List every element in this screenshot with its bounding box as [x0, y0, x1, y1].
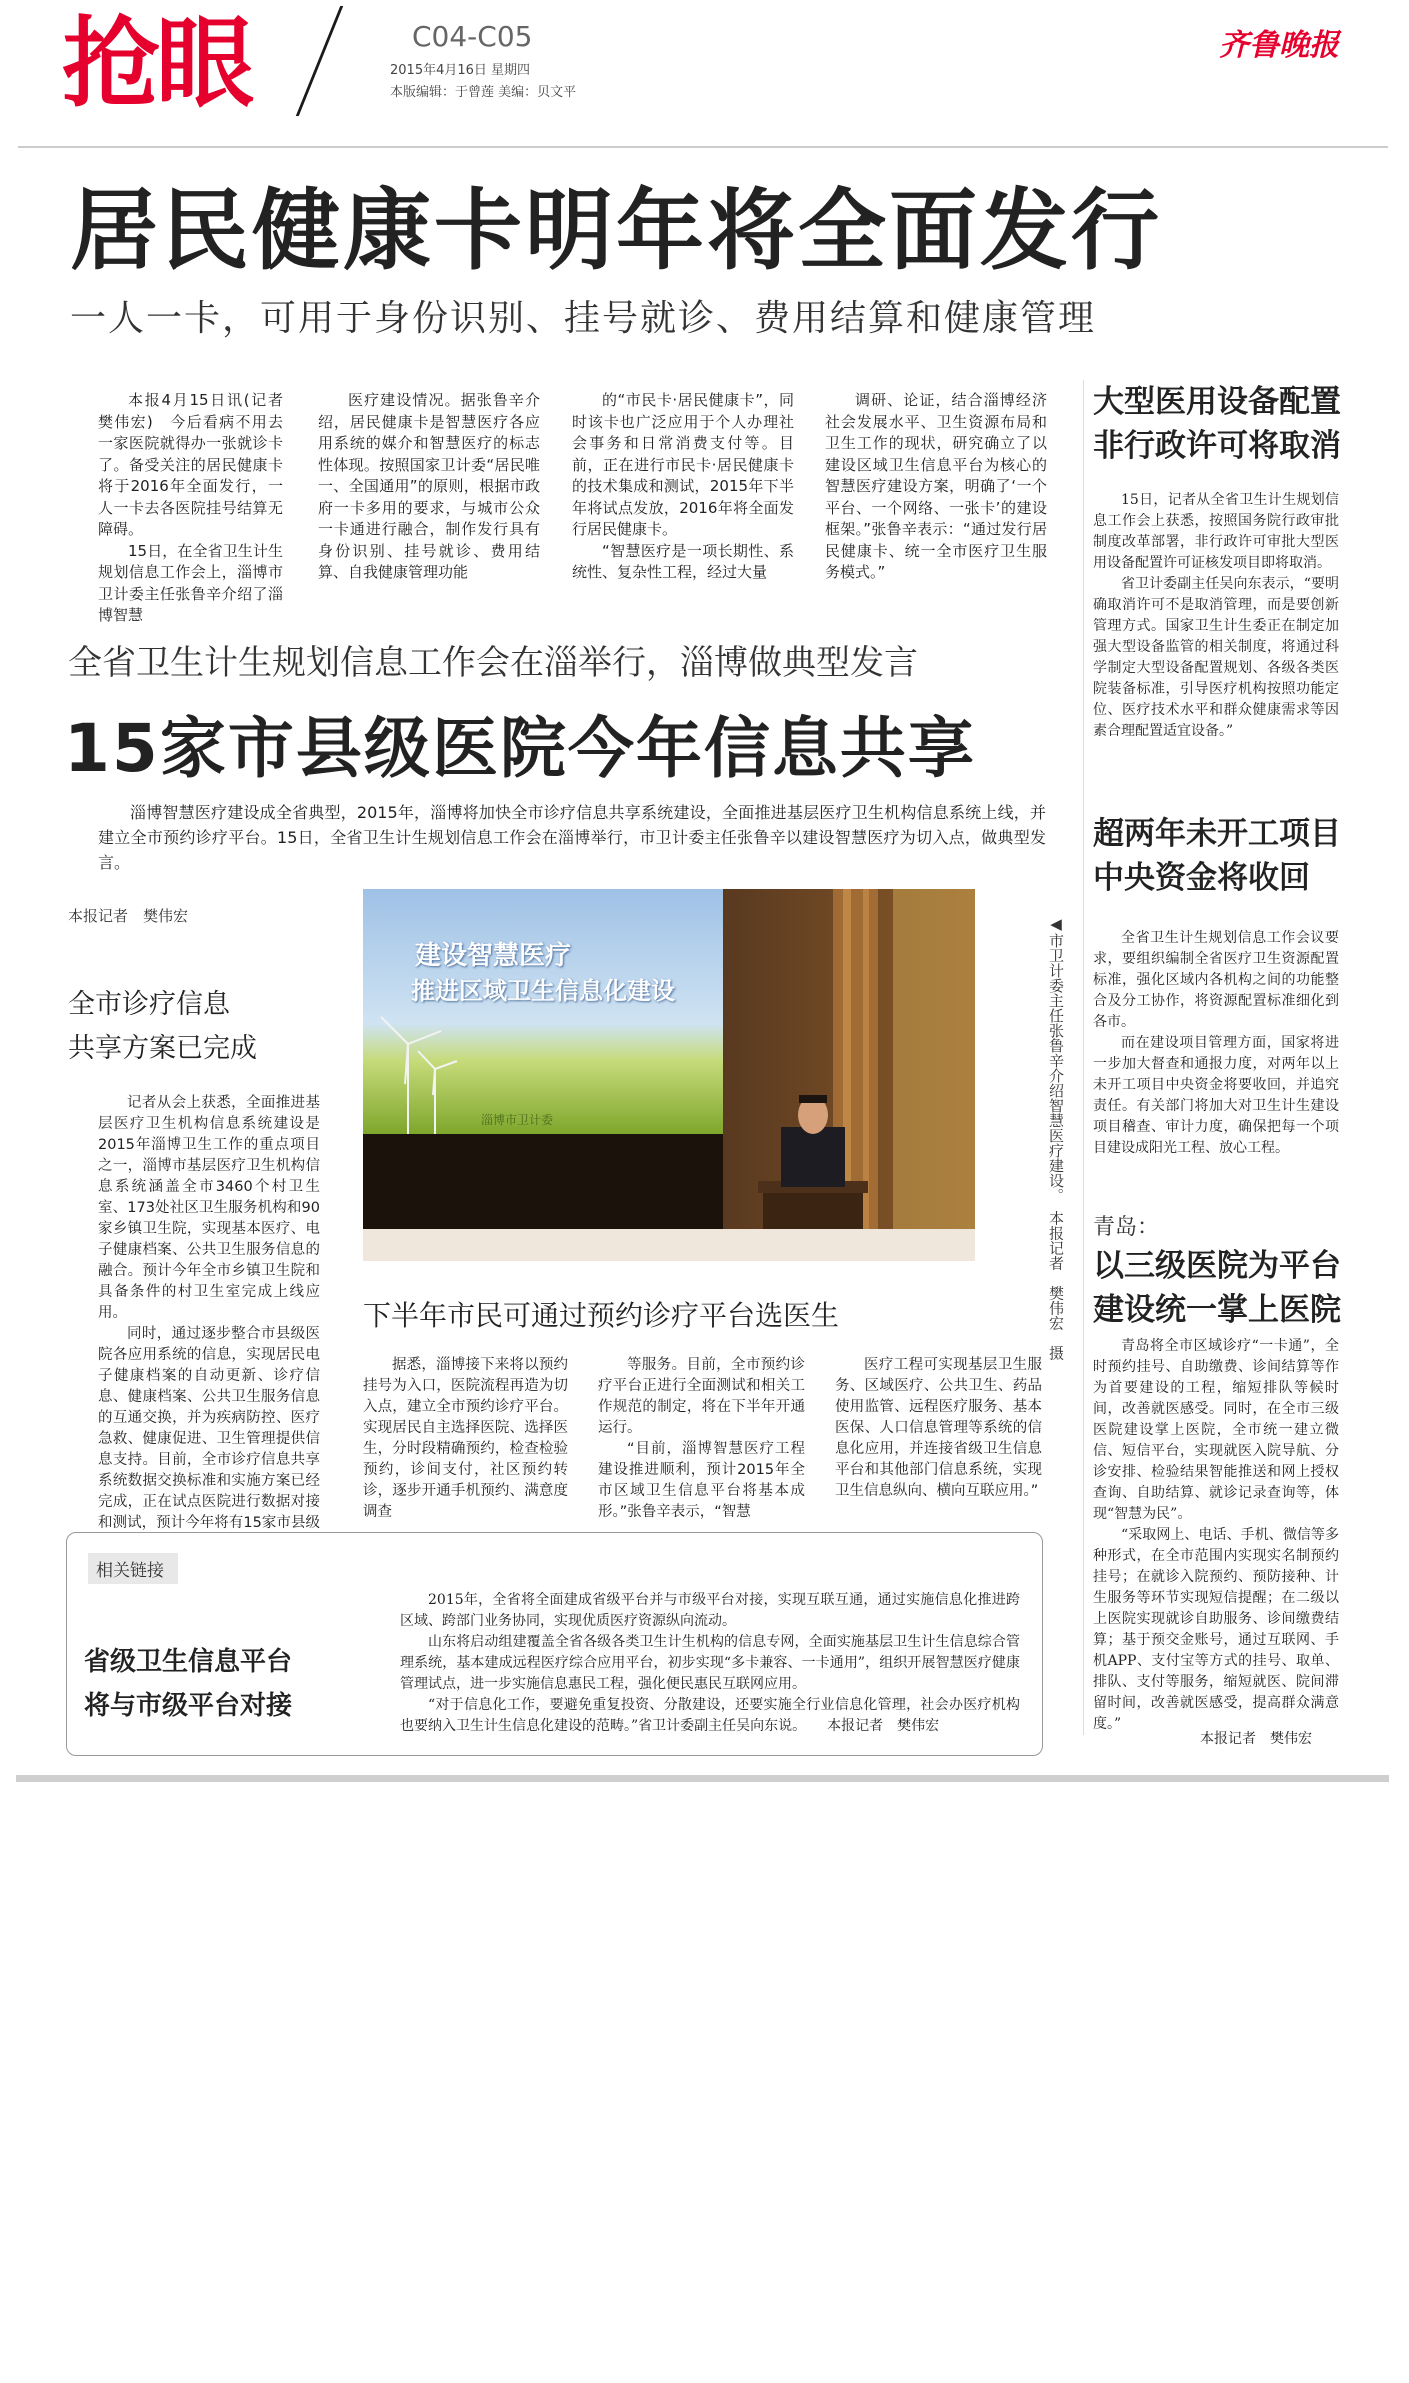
paragraph: “采取网上、电话、手机、微信等多种形式，在全市范围内实现实名制预约挂号；在就诊入院预约、预防接种、计生服务等环节实现短信提醒；在二级以上医院实现就诊自助服务、诊间缴费结算；基于预交金账号，通过互联网、手机APP、支付宝等方式的挂号、取单、排队、支付等服务，缩短就医、院间滞留时间，改善就医感受，提高群众满意度。”	[1093, 1527, 1339, 1732]
sidebar-story2-text	[1093, 928, 1339, 1159]
editor-line: 本版编辑：于曾莲 美编：贝文平	[390, 85, 577, 100]
second-kicker: 全省卫生计生规划信息工作会在淄举行，淄博做典型发言	[68, 643, 918, 683]
second-lede	[98, 800, 1046, 875]
logo-slash-decoration	[296, 6, 343, 116]
top-divider	[18, 146, 1388, 148]
photo-screen-line2: 推进区域卫生信息化建设	[411, 976, 675, 1005]
paragraph: 15日，记者从全省卫生计生规划信息工作会上获悉，按照国务院行政审批制度改革部署，非行政许可审批大型医用设备配置许可证核发项目即将取消。	[1093, 492, 1339, 571]
paragraph: 据悉，淄博接下来将以预约挂号为入口，医院流程再造为切入点，建立全市预约诊疗平台。实现居民自主选择医院、选择医生，分时段精确预约，检查检验预约，诊间支付，社区预约转诊，逐步开通手机预约、满意度调查	[363, 1357, 568, 1520]
left-column-text	[98, 1093, 320, 1555]
main-column-2	[318, 390, 540, 584]
main-column-4	[825, 390, 1047, 584]
lede-text	[98, 800, 1046, 875]
paragraph: 同时，通过逐步整合市县级医院各应用系统的信息，实现居民电子健康档案的自动更新、诊疗信息、健康档案、公共卫生服务信息的互通交换，并为疾病防控、医疗急救、健康促进、卫生管理提供信息支持。目前，全市诊疗信息共享系统数据交换标准和实施方案已经完成，正在试点医院进行数据对接和测试，预计今年将有15家市县级	[98, 1326, 320, 1531]
photo-screen-footer: 淄博市卫计委	[481, 1113, 554, 1127]
paragraph: 2015年，全省将全面建成省级平台并与市级平台对接，实现互联互通，通过实施信息化推进跨区域、跨部门业务协同，实现优质医疗资源纵向流动。	[400, 1592, 1020, 1629]
section-head-line: 共享方案已完成	[68, 1033, 257, 1064]
sidebar-story3-byline: 本报记者 樊伟宏	[1200, 1731, 1312, 1747]
main-column-text	[98, 390, 299, 627]
sidebar-text	[1093, 928, 1339, 1159]
sidebar-story3-kicker: 青岛：	[1093, 1215, 1160, 1240]
headline-line: 以三级医院为平台	[1093, 1248, 1341, 1284]
sidebar-divider	[1083, 380, 1084, 1735]
related-text	[400, 1590, 1020, 1737]
bottom-column-text	[835, 1355, 1042, 1502]
paragraph: 而在建设项目管理方面，国家将进一步加大督查和通报力度，对两年以上未开工项目中央资金将要收回，并追究责任。有关部门将加大对卫生计生建设项目稽查、审计力度，确保把每一个项目建设成阳光工程、放心工程。	[1093, 1035, 1339, 1156]
section-head-line: 全市诊疗信息	[68, 989, 230, 1020]
sidebar-story3-text	[1093, 1336, 1339, 1735]
sidebar-story1-text	[1093, 490, 1339, 742]
paragraph: “对于信息化工作，要避免重复投资、分散建设，还要实施全行业信息化管理，社会办医疗机构也要纳入卫生计生信息化建设的范畴。”省卫计委副主任吴向东说。 本报记者 樊伟宏	[400, 1697, 1020, 1734]
headline-line: 建设统一掌上医院	[1093, 1292, 1341, 1328]
paragraph: 的“市民卡·居民健康卡”，同时该卡也广泛应用于个人办理社会事务和日常消费支付等。目前，正在进行市民卡·居民健康卡的技术集成和测试，2015年下半年将试点发放，2016年将全面发行居民健康卡。	[572, 391, 794, 538]
paper-name-logo: 齐鲁晚报	[1219, 28, 1339, 63]
second-headline: 15家市县级医院今年信息共享	[64, 710, 976, 787]
related-title-line: 将与市级平台对接	[84, 1691, 293, 1721]
second-byline: 本报记者 樊伟宏	[68, 907, 189, 925]
main-column-3	[572, 390, 794, 584]
photo-subhead: 下半年市民可通过预约诊疗平台选医生	[363, 1299, 840, 1332]
headline-line: 大型医用设备配置	[1093, 384, 1341, 420]
related-title	[84, 1640, 292, 1728]
second-bottom-column-2	[598, 1355, 805, 1523]
paragraph: 15日，在全省卫生计生规划信息工作会上，淄博市卫计委主任张鲁辛介绍了淄博智慧	[98, 541, 283, 624]
main-column-text	[825, 390, 1047, 584]
paragraph: 记者从会上获悉，全面推进基层医疗卫生机构信息系统建设是2015年淄博卫生工作的重点项目之一，淄博市基层医疗卫生机构信息系统涵盖全市3460个村卫生室、173处社区卫生服务机构和90家乡镇卫生院，实现基本医疗、电子健康档案、公共卫生服务信息的融合。预计今年全市乡镇卫生院和具备条件的村卫生室完成上线应用。	[98, 1095, 320, 1321]
headline-line: 非行政许可将取消	[1093, 428, 1341, 464]
related-title-line: 省级卫生信息平台	[84, 1647, 293, 1677]
sidebar-story2-headline	[1093, 812, 1341, 900]
second-left-column	[98, 1093, 320, 1555]
paragraph: 医疗建设情况。据张鲁辛介绍，居民健康卡是智慧医疗各应用系统的媒介和智慧医疗的标志性体现。按照国家卫计委“居民唯一、全国通用”的原则，根据市政府一卡多用的要求，与城市公众一卡通进行融合，制作发行具有身份识别、挂号就诊、费用结算、自我健康管理功能	[318, 391, 540, 581]
main-column-text	[572, 390, 794, 584]
paragraph: “智慧医疗是一项长期性、系统性、复杂性工程，经过大量	[572, 541, 794, 581]
photo-screen-line1: 建设智慧医疗	[415, 941, 572, 971]
paragraph: 全省卫生计生规划信息工作会议要求，要组织编制全省医疗卫生资源配置标准，强化区域内各机构之间的功能整合及分工协作，将资源配置标准细化到各市。	[1093, 930, 1339, 1030]
second-bottom-column-1	[363, 1355, 568, 1523]
main-subhead: 一人一卡，可用于身份识别、挂号就诊、费用结算和健康管理	[70, 298, 1097, 339]
sidebar-text	[1093, 490, 1339, 742]
photo-caption: ◀市卫计委主任张鲁辛介绍智慧医疗建设。 本报记者 樊伟宏 摄	[1047, 915, 1065, 1361]
related-label: 相关链接	[88, 1553, 178, 1584]
bottom-column-text	[598, 1355, 805, 1523]
headline-line: 中央资金将收回	[1093, 860, 1310, 896]
date-line: 2015年4月16日 星期四	[390, 63, 531, 78]
paragraph: 等服务。目前，全市预约诊疗平台正进行全面测试和相关工作规范的制定，将在下半年开通运行。	[598, 1357, 805, 1436]
headline-line: 超两年未开工项目	[1093, 816, 1341, 852]
paragraph: 淄博智慧医疗建设成全省典型，2015年，淄博将加快全市诊疗信息共享系统建设，全面推进基层医疗卫生机构信息系统上线，并建立全市预约诊疗平台。15日，全省卫生计生规划信息工作会在淄博举行，市卫计委主任张鲁辛以建设智慧医疗为切入点，做典型发言。	[98, 803, 1046, 872]
bottom-column-text	[363, 1355, 568, 1523]
paragraph: 调研、论证，结合淄博经济社会发展水平、卫生资源布局和卫生工作的现状，研究确立了以建设区域卫生信息平台为核心的智慧医疗建设方案，明确了‘一个平台、一个网络、一张卡’的建设框架。”张鲁辛表示：“通过发行居民健康卡、统一全市医疗卫生服务模式。”	[825, 391, 1047, 581]
paragraph: 青岛将全市区域诊疗“一卡通”，全时预约挂号、自助缴费、诊间结算等作为首要建设的工程，缩短排队等候时间，改善就医感受。同时，在全市三级医院建设掌上医院，全市统一建立微信、短信平台，实现就医入院导航、分诊安排、检验结果智能推送和网上授权查询、自助结算、就诊记录查询等，体现“智慧为民”。	[1093, 1338, 1339, 1522]
masthead-meta	[390, 60, 576, 104]
sidebar-story1-headline	[1093, 380, 1341, 468]
main-column-text	[318, 390, 540, 584]
paragraph: “目前，淄博智慧医疗工程建设推进顺利，预计2015年全市区域卫生信息平台将基本成形。”张鲁辛表示，“智慧	[598, 1441, 805, 1520]
second-bottom-column-3	[835, 1355, 1042, 1502]
page-number: C04-C05	[412, 20, 533, 53]
section-logo: 抢眼	[62, 6, 251, 121]
sidebar-story3-headline	[1093, 1244, 1341, 1332]
related-body	[400, 1590, 1020, 1737]
news-photo	[363, 889, 975, 1261]
paragraph: 本报4月15日讯(记者 樊伟宏) 今后看病不用去一家医院就得办一张就诊卡了。备受关注的居民健康卡将于2016年全面发行，一人一卡去各医院挂号结算无障碍。	[98, 391, 299, 538]
paragraph: 山东将启动组建覆盖全省各级各类卫生计生机构的信息专网，全面实施基层卫生计生信息综合管理系统，基本建成远程医疗综合应用平台，初步实现“多卡兼容、一卡通用”，组织开展智慧医疗健康管理试点，进一步实施信息惠民工程，强化便民惠民互联网应用。	[400, 1634, 1020, 1692]
bottom-divider	[16, 1775, 1389, 1782]
sidebar-text	[1093, 1336, 1339, 1735]
paragraph: 省卫计委副主任吴向东表示，“要明确取消许可不是取消管理，而是要创新管理方式。国家卫生计生委正在制定加强大型设备监管的相关制度，将通过科学制定大型设备配置规划、各级各类医院装备标准，引导医疗机构按照功能定位、医疗技术水平和群众健康需求等因素合理配置适宜设备。”	[1093, 576, 1339, 739]
main-column-1	[98, 390, 299, 627]
paragraph: 医疗工程可实现基层卫生服务、区域医疗、公共卫生、药品使用监管、远程医疗服务、基本医保、人口信息管理等系统的信息化应用，并连接省级卫生信息平台和其他部门信息系统，实现卫生信息纵向、横向互联应用。”	[835, 1357, 1042, 1499]
main-headline: 居民健康卡明年将全面发行	[70, 178, 1163, 282]
section-head-left	[68, 983, 257, 1071]
